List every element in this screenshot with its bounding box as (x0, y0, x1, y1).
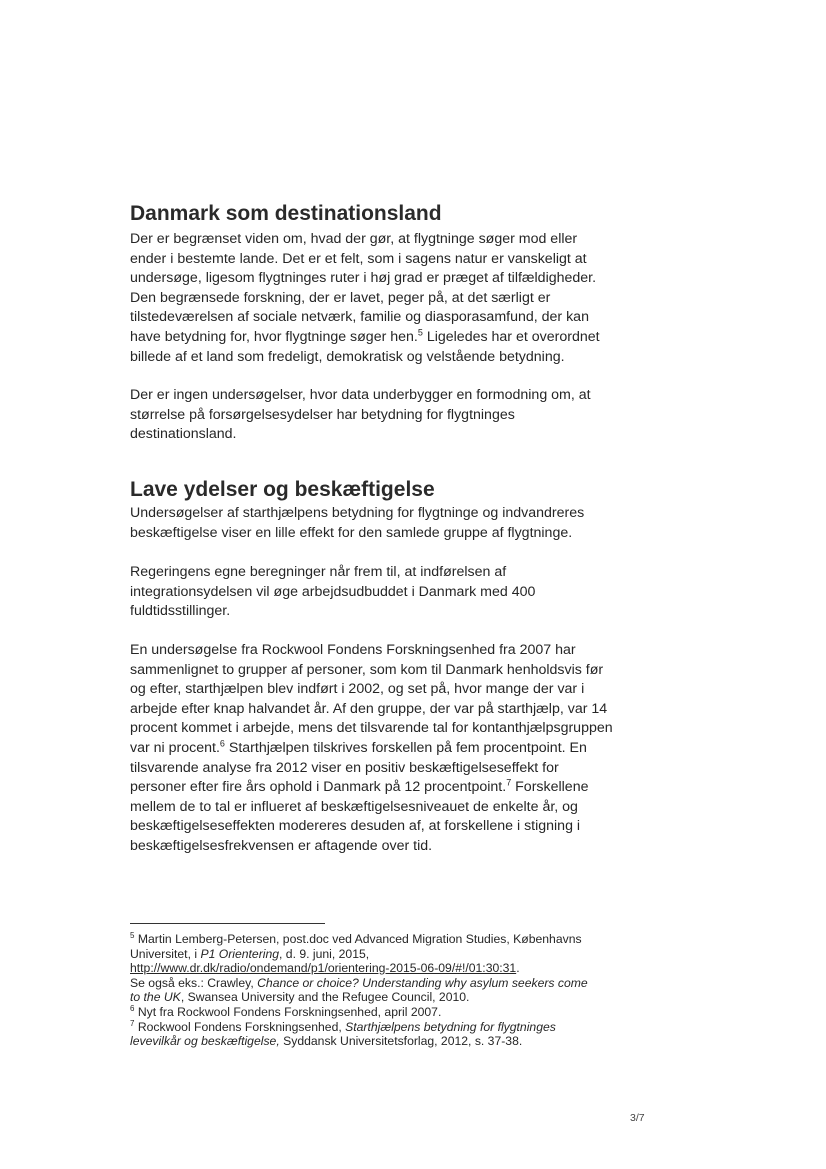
paragraph-starthjaelp-effect: Undersøgelser af starthjælpens betydning for flygtninge og indvandreres beskæftigelse viser en lille effekt for den samlede gruppe af flygtninge. (130, 505, 585, 541)
paragraph-rockwool-study: En undersøgelse fra Rockwool Fondens Forskningsenhed fra 2007 har sammenlignet to grupper af personer, som kom til Danmark henholdsvis før og efter, starthjælpen blev indført i 2002, og set på, hvor mange der var i arbejde efter knap halvandet år. Af den gruppe, der var på starthjælp, var 14 procent kommet i arbejde, mens det tilsvarende tal for kontanthjælpsgruppen var ni procent.$^6$ Starthjælpen tilskrives forskellen på fem procentpoint. En tilsvarende analyse fra 2012 viser en positiv beskæftigelseseffekt for personer efter fire års ophold i Danmark på 12 procentpoint.$^7$ Forskellene mellem de to tal er influeret af beskæftigelsesniveauet de enkelte år, og beskæftigelseseffekten modereres desuden af, at forskellene i stigning i beskæftigelsesfrekvensen er aftagende over tid. (130, 642, 613, 854)
paragraph-destination-intro: Der er begrænset viden om, hvad der gør, at flygtninge søger mod eller ender i bestemte lande. Det er et felt, som i sagens natur er vanskeligt at undersøge, ligesom flygtninges ruter i høj grad er præget af tilfældigheder. Den begrænsede forskning, der er lavet, peger på, at det særligt er tilstedeværelsen af sociale netværk, familie og diasporasamfund, der kan have betydning for, hvor flygtninge søger hen.$^5$ Ligeledes har et overordnet billede af et land som fredeligt, demokratisk og velstående betydning. (130, 231, 600, 365)
footnote-7: $^7$ Rockwool Fondens Forskningsenhed, Starthjælpens betydning for flygtninges (130, 1018, 556, 1034)
footnote-ref-5[interactable]: 5 (417, 327, 423, 338)
footnote-ref-6[interactable]: 6 (219, 738, 225, 749)
footnote-divider (130, 923, 325, 924)
page-number: 3/7 (630, 1112, 645, 1124)
heading-danmark-som-destinationsland: Danmark som destinationsland (130, 202, 442, 225)
footnote-ref-7[interactable]: 7 (506, 777, 512, 788)
heading-lave-ydelser: Lave ydelser og beskæftigelse (130, 478, 435, 501)
footnote-5-link[interactable]: http://www.dr.dk/radio/ondemand/p1/orientering-2015-06-09/#!/01:30:31 (130, 961, 517, 976)
footnotes: $^5$ Martin Lemberg-Petersen, post.doc ved Advanced Migration Studies, Københavns Universitet, i P1 Orientering, d. 9. juni, 2015, http://www.dr.dk/radio/ondemand/p1/orientering-2015-06-09/#!/01:30:31. Se også eks.: Crawley, Chance or choice? Understanding why asylum seekers come to the UK, Swansea University and the Refugee Council, 2010. $^6$ Nyt fra Rockwool Fondens Forskningsenhed, april 2007. $^7$ Rockwool Fondens Forskningsenhed, Starthjælpens betydning for flygtninges levevilkår og beskæftigelse, Syddansk Universitetsforlag, 2012, s. 37-38. (130, 932, 670, 1049)
paragraph-no-studies: Der er ingen undersøgelser, hvor data underbygger en formodning om, at størrelse på forsørgelsesydelser har betydning for flygtninges destinationsland. (130, 387, 591, 443)
footnote-5: $^5$ Martin Lemberg-Petersen, post.doc ved Advanced Migration Studies, Københavns (130, 930, 582, 946)
paragraph-government-estimates: Regeringens egne beregninger når frem til, at indførelsen af integrationsydelsen vil øge arbejdsudbuddet i Danmark med 400 fuldtidsstillinger. (130, 564, 536, 620)
footnote-6: $^6$ Nyt fra Rockwool Fondens Forskningsenhed, april 2007. (130, 1003, 442, 1019)
